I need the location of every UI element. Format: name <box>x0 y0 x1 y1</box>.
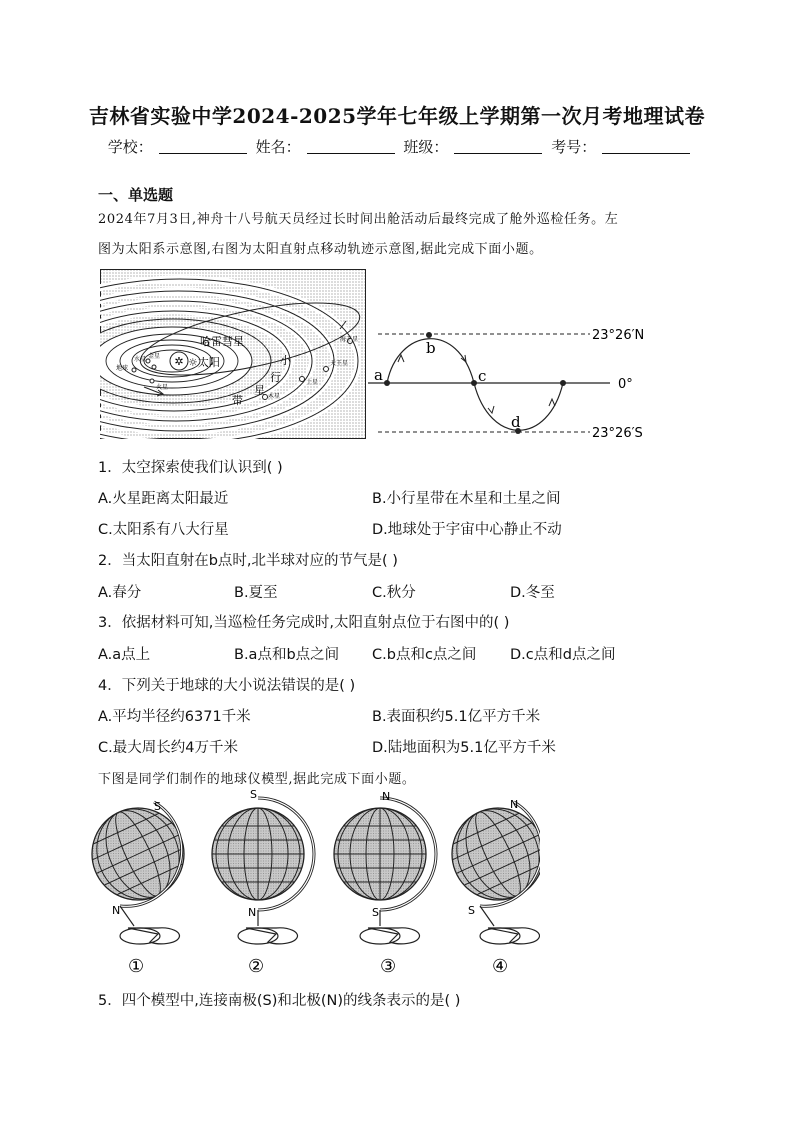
globe-4-top-pole: N <box>510 798 519 811</box>
sun-label: ☼太阳 <box>188 356 220 369</box>
point-b: b <box>426 339 436 357</box>
globe-1-label: ① <box>128 956 145 977</box>
q1-option-c[interactable]: C.太阳系有八大行星 <box>98 522 229 538</box>
globe-3-bottom-pole: S <box>372 906 379 919</box>
question-2-stem: 2．当太阳直射在b点时,北半球对应的节气是( ) <box>98 553 398 569</box>
exam-no-blank[interactable] <box>602 140 690 154</box>
q2-option-d[interactable]: D.冬至 <box>510 585 555 601</box>
q1-option-d[interactable]: D.地球处于宇宙中心静止不动 <box>372 522 562 538</box>
globe-2-top-pole: S <box>250 790 257 801</box>
globe-4-label: ④ <box>492 956 509 977</box>
question-3-stem: 3．依据材料可知,当巡检任务完成时,太阳直射点位于右图中的( ) <box>98 615 510 631</box>
mercury-label: 水星 <box>134 356 147 363</box>
q3-option-a[interactable]: A.a点上 <box>98 647 151 663</box>
neptune-label: 海王星 <box>340 336 359 343</box>
q4-option-a[interactable]: A.平均半径约6371千米 <box>98 709 251 725</box>
student-info-row <box>0 136 794 157</box>
globe-1-bottom-pole: N <box>112 904 121 917</box>
question-5-stem: 5．四个模型中,连接南极(S)和北极(N)的线条表示的是( ) <box>98 993 461 1009</box>
lat-north-label: 23°26′N <box>592 328 645 343</box>
uranus-label: 天王星 <box>330 360 349 367</box>
globe-3 <box>332 790 436 977</box>
q3-option-b[interactable]: B.a点和b点之间 <box>234 647 340 663</box>
earth-label: 地球 <box>116 365 129 372</box>
globe-4-bottom-pole: S <box>468 904 475 917</box>
question-4-stem: 4．下列关于地球的大小说法错误的是( ) <box>98 678 356 694</box>
material-2: 下图是同学们制作的地球仪模型,据此完成下面小题。 <box>98 772 416 787</box>
point-d: d <box>511 413 521 431</box>
q3-option-d[interactable]: D.c点和d点之间 <box>510 647 616 663</box>
equator-label: 0° <box>618 377 633 392</box>
q4-option-c[interactable]: C.最大周长约4万千米 <box>98 740 238 756</box>
globe-1 <box>90 790 205 977</box>
exam-no-label: 考号： <box>551 138 597 156</box>
q1-option-a[interactable]: A.火星距离太阳最近 <box>98 491 229 507</box>
q2-option-c[interactable]: C.秋分 <box>372 585 416 601</box>
globe-2 <box>210 790 314 977</box>
class-blank[interactable] <box>454 140 542 154</box>
point-a: a <box>374 366 383 384</box>
globe-4 <box>435 792 540 977</box>
sun-icon: ✲ <box>174 355 184 368</box>
page-title: 吉林省实验中学2024-2025学年七年级上学期第一次月考地理试卷 <box>88 104 706 128</box>
school-label: 学校： <box>107 138 153 156</box>
section-heading: 一、单选题 <box>98 186 174 204</box>
name-label: 姓名： <box>255 138 301 156</box>
mars-label: 火星 <box>156 384 169 391</box>
comet-label: 哈雷彗星 <box>200 335 244 348</box>
q3-option-c[interactable]: C.b点和c点之间 <box>372 647 477 663</box>
name-blank[interactable] <box>307 140 395 154</box>
material-line-2: 图为太阳系示意图,右图为太阳直射点移动轨迹示意图,据此完成下面小题。 <box>98 242 543 257</box>
q2-option-a[interactable]: A.春分 <box>98 585 142 601</box>
belt-char-4: 带 <box>232 394 243 407</box>
globe-2-bottom-pole: N <box>248 906 257 919</box>
sun-track-diagram <box>368 318 658 446</box>
material-line-1: 2024年7月3日,神舟十八号航天员经过长时间出舱活动后最终完成了舱外巡检任务。左 <box>98 212 619 227</box>
globe-3-label: ③ <box>380 956 397 977</box>
class-label: 班级： <box>403 138 449 156</box>
q4-option-d[interactable]: D.陆地面积为5.1亿平方千米 <box>372 740 556 756</box>
school-blank[interactable] <box>159 140 247 154</box>
solar-system-diagram <box>100 269 366 439</box>
q4-option-b[interactable]: B.表面积约5.1亿平方千米 <box>372 709 541 725</box>
belt-char-3: 星 <box>254 384 265 397</box>
globe-3-top-pole: N <box>382 790 391 803</box>
globe-models-figure <box>90 790 540 980</box>
globe-2-label: ② <box>248 956 265 977</box>
q2-option-b[interactable]: B.夏至 <box>234 585 278 601</box>
lat-south-label: 23°26′S <box>592 426 643 441</box>
saturn-label: 土星 <box>306 379 319 386</box>
venus-label: 金星 <box>148 353 161 360</box>
belt-char-1: 小 <box>280 354 291 367</box>
globe-1-top-pole: S <box>154 800 161 813</box>
question-1-stem: 1．太空探索使我们认识到( ) <box>98 460 283 476</box>
q1-option-b[interactable]: B.小行星带在木星和土星之间 <box>372 491 561 507</box>
belt-char-2: 行 <box>270 371 281 384</box>
jupiter-label: 木星 <box>268 393 281 400</box>
point-c: c <box>478 367 487 385</box>
